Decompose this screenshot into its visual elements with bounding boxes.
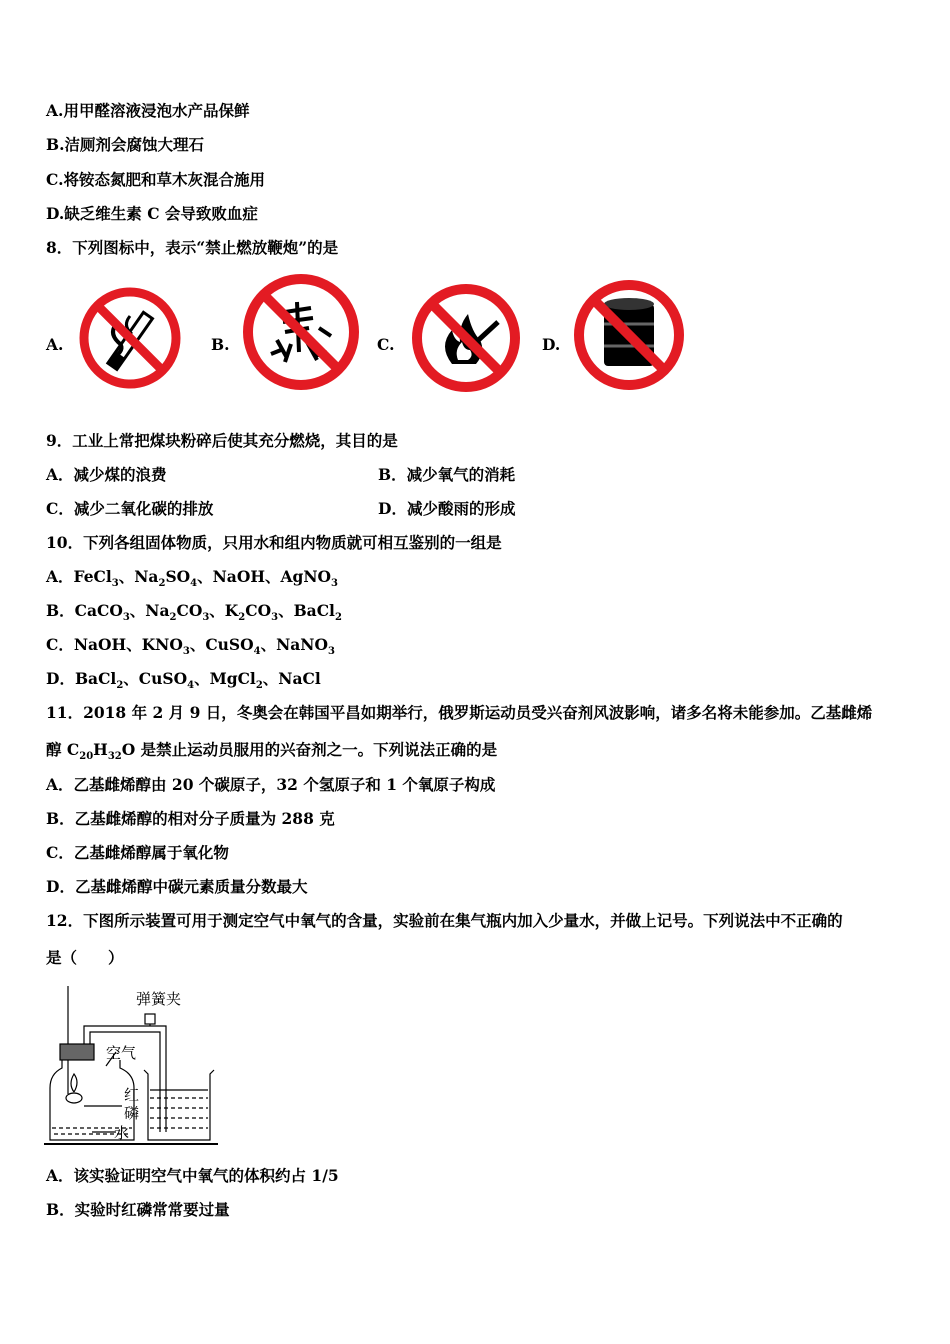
q10-option-d: D．BaCl$_2$、CuSO$_4$、MgCl$_2$、NaCl xyxy=(46,669,321,692)
diagram-label-phosphorus: 磷 xyxy=(124,1104,140,1122)
q12-option-a: A．该实验证明空气中氧气的体积约占 1/5 xyxy=(46,1166,339,1185)
q11-option-b: B．乙基雌烯醇的相对分子质量为 288 克 xyxy=(46,809,335,828)
q8-stem: 8．下列图标中，表示“禁止燃放鞭炮”的是 xyxy=(46,238,339,257)
q8-option-d-label: D. xyxy=(542,335,561,354)
diagram-label-water: 水 xyxy=(114,1124,130,1142)
q12-stem-line1: 12．下图所示装置可用于测定空气中氧气的含量，实验前在集气瓶内加入少量水，并做上记号。下列说法中不正确的 xyxy=(46,911,843,930)
q7-option-c: C.将铵态氮肥和草木灰混合施用 xyxy=(46,170,265,189)
q12-option-b: B．实验时红磷常常要过量 xyxy=(46,1200,230,1219)
q8-option-a-label: A. xyxy=(46,335,64,354)
diagram-label-clamp: 弹簧夹 xyxy=(136,990,182,1008)
q9-option-a: A．减少煤的浪费 xyxy=(46,465,167,484)
q7-option-d: D.缺乏维生素 C 会导致败血症 xyxy=(46,204,258,223)
no-open-flame-sign-icon xyxy=(410,282,522,394)
q9-stem: 9．工业上常把煤块粉碎后使其充分燃烧，其目的是 xyxy=(46,431,398,450)
q10-option-a: A．FeCl$_3$、$Na_2SO_4$、NaOH、AgNO$_3$ xyxy=(46,567,338,590)
q9-option-b: B．减少氧气的消耗 xyxy=(378,465,516,484)
q10-stem: 10．下列各组固体物质，只用水和组内物质就可相互鉴别的一组是 xyxy=(46,533,502,552)
no-firecrackers-sign-icon xyxy=(241,272,361,392)
diagram-label-air: 空气 xyxy=(106,1044,137,1062)
q8-option-b-label: B. xyxy=(211,335,230,354)
q10-option-c: C．NaOH、$KNO_3$、CuSO$_4$、NaNO$_3$ xyxy=(46,635,335,658)
q9-option-d: D．减少酸雨的形成 xyxy=(378,499,516,518)
q12-stem-line2: 是（ ） xyxy=(46,948,124,967)
no-smoking-sign-icon xyxy=(78,286,182,390)
q11-stem-line1: 11．2018 年 2 月 9 日，冬奥会在韩国平昌如期举行，俄罗斯运动员受兴奋剂风波影响，诸多名将未能参加。乙基雌烯 xyxy=(46,703,873,722)
q9-option-c: C．减少二氧化碳的排放 xyxy=(46,499,214,518)
q10-option-b: B．CaCO$_3$、$Na_2CO_3$、$K_2CO_3$、BaCl$_2$ xyxy=(46,601,342,624)
oxygen-measurement-apparatus-diagram xyxy=(40,982,240,1152)
diagram-label-red: 红 xyxy=(124,1086,140,1104)
q8-option-c-label: C. xyxy=(377,335,395,354)
q11-option-d: D．乙基雌烯醇中碳元素质量分数最大 xyxy=(46,877,308,896)
q7-option-a: A.用甲醛溶液浸泡水产品保鲜 xyxy=(46,101,250,120)
no-oil-drum-sign-icon xyxy=(572,278,686,392)
q11-stem-line2: 醇 $C_{20}H_{32}O$ 是禁止运动员服用的兴奋剂之一。下列说法正确的是 xyxy=(46,740,498,763)
q7-option-b: B.洁厕剂会腐蚀大理石 xyxy=(46,135,205,154)
q11-option-c: C．乙基雌烯醇属于氧化物 xyxy=(46,843,229,862)
q11-option-a: A．乙基雌烯醇由 20 个碳原子，32 个氢原子和 1 个氧原子构成 xyxy=(46,775,496,794)
